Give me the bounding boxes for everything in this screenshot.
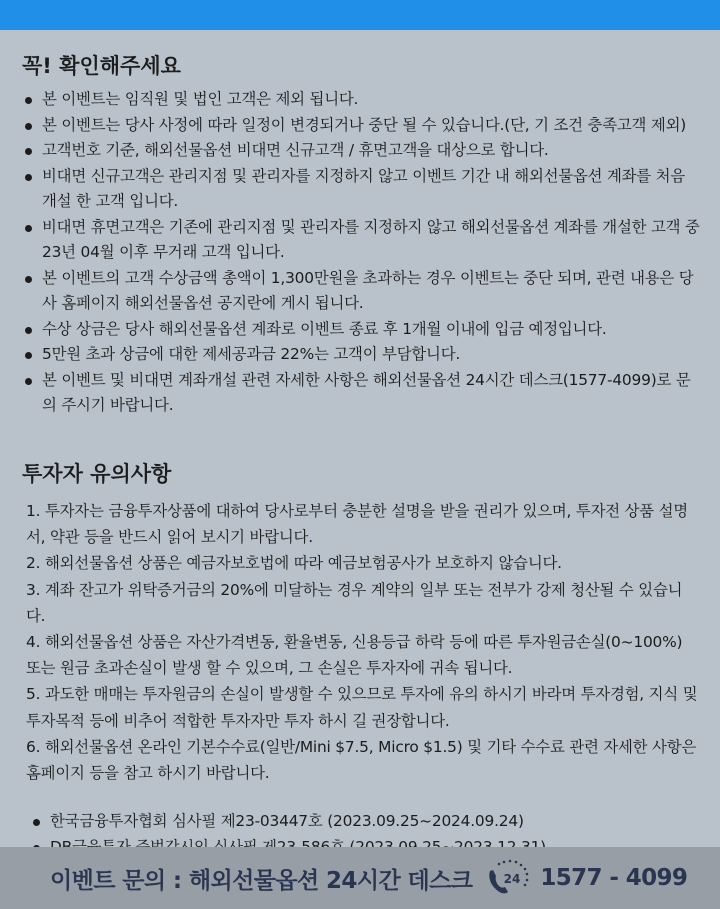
list-item: 본 이벤트는 당사 사정에 따라 일정이 변경되거나 중단 될 수 있습니다.(단, 기 조건 충족고객 제외) bbox=[22, 113, 702, 139]
list-item: 5. 과도한 매매는 투자원금의 손실이 발생할 수 있으므로 투자에 유의 하시기 바라며 투자경험, 지식 및 투자목적 등에 비추어 적합한 투자자만 투자 하시 길 권장합니다. bbox=[26, 685, 698, 730]
check-list bbox=[22, 87, 702, 419]
contact-line bbox=[50, 861, 687, 895]
phone-24-icon bbox=[484, 859, 534, 897]
list-item: 2. 해외선물옵션 상품은 예금자보호법에 따라 예금보험공사가 보호하지 않습니다. bbox=[26, 554, 562, 573]
contact-label: 이벤트 문의 : 해외선물옵션 24시간 데스크 bbox=[50, 867, 473, 894]
review-number: 한국금융투자협회 심사필 제23-03447호 (2023.09.25~2024.09.24) bbox=[30, 809, 690, 835]
list-item: 3. 계좌 잔고가 위탁증거금의 20%에 미달하는 경우 계약의 일부 또는 전부가 강제 청산될 수 있습니다. bbox=[26, 580, 683, 625]
list-item: 6. 해외선물옵션 온라인 기본수수료(일반/Mini $7.5, Micro $1.5) 및 기타 수수료 관련 자세한 사항은 홈페이지 등을 참고 하시기 바랍니다. bbox=[26, 737, 697, 783]
list-item: 고객번호 기준, 해외선물옵션 비대면 신규고객 / 휴면고객을 대상으로 합니다. bbox=[22, 138, 702, 164]
list-item: 4. 해외선물옵션 상품은 자산가격변동, 환율변동, 신용등급 하락 등에 따른 투자원금손실(0~100%) 또는 원금 초과손실이 발생 할 수 있으며, 그 손실은 투자자에 귀속 됩니다. bbox=[26, 633, 683, 678]
phone-icon-label: 24 bbox=[503, 872, 521, 886]
top-accent-bar bbox=[0, 0, 720, 30]
list-item: 비대면 신규고객은 관리지점 및 관리자를 지정하지 않고 이벤트 기간 내 해외선물옵션 계좌를 처음 개설 한 고객 입니다. bbox=[22, 164, 702, 215]
check-section-title: 꼭! 확인해주세요 bbox=[22, 54, 181, 78]
caution-list bbox=[26, 498, 700, 786]
contact-footer bbox=[0, 847, 720, 909]
list-item: 본 이벤트의 고객 수상금액 총액이 1,300만원을 초과하는 경우 이벤트는 중단 되며, 관련 내용은 당사 홈페이지 해외선물옵션 공지란에 게시 됩니다. bbox=[22, 266, 702, 317]
list-item: 본 이벤트는 임직원 및 법인 고객은 제외 됩니다. bbox=[22, 87, 702, 113]
list-item: 수상 상금은 당사 해외선물옵션 계좌로 이벤트 종료 후 1개월 이내에 입금 예정입니다. bbox=[22, 317, 702, 343]
list-item: 1. 투자자는 금융투자상품에 대하여 당사로부터 충분한 설명을 받을 권리가 있으며, 투자전 상품 설명서, 약관 등을 반드시 읽어 보시기 바랍니다. bbox=[26, 502, 688, 547]
list-item: 5만원 초과 상금에 대한 제세공과금 22%는 고객이 부담합니다. bbox=[22, 342, 702, 368]
contact-phone-number: 1577 - 4099 bbox=[540, 865, 688, 891]
notice-content bbox=[0, 30, 720, 847]
list-item: 본 이벤트 및 비대면 계좌개설 관련 자세한 사항은 해외선물옵션 24시간 데스크(1577-4099)로 문의 주시기 바랍니다. bbox=[22, 368, 702, 419]
caution-section-title: 투자자 유의사항 bbox=[22, 462, 172, 486]
list-item: 비대면 휴면고객은 기존에 관리지점 및 관리자를 지정하지 않고 해외선물옵션 계좌를 개설한 고객 중 23년 04월 이후 무거래 고객 입니다. bbox=[22, 215, 702, 266]
